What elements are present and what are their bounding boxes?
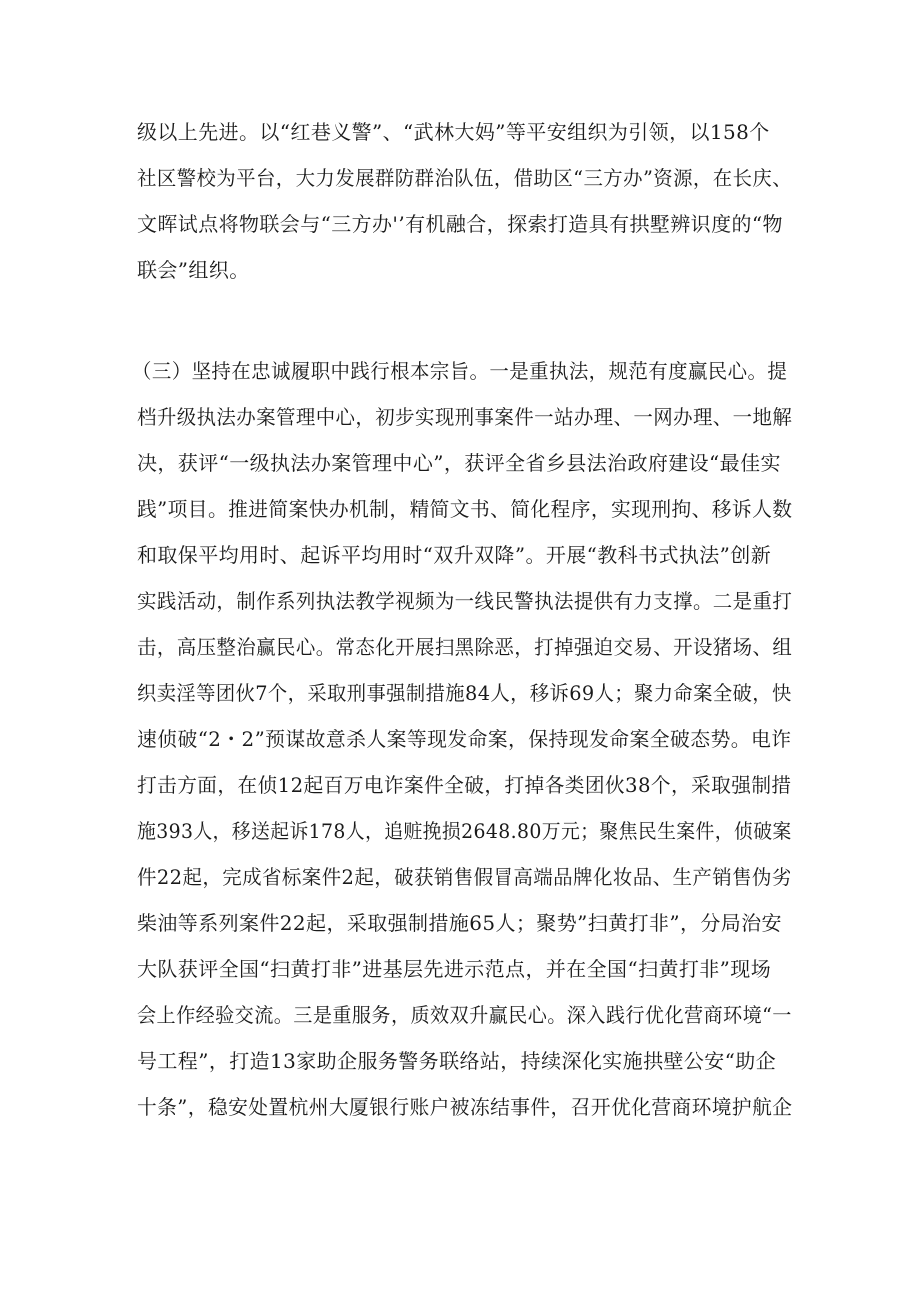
text-line: 十条”，稳安处置杭州大厦银行账户被冻结事件，召开优化营商环境护航企 [137, 1095, 793, 1119]
text-line: 柴油等系列案件22起，采取强制措施65人；聚势”扫黄打非”，分局治安 [137, 911, 782, 935]
text-line: 联会”组织。 [137, 258, 250, 282]
text-line: 打击方面，在侦12起百万电诈案件全破，打掉各类团伙38个，采取强制措 [137, 773, 792, 797]
text-line: 速侦破“2・2”预谋故意杀人案等现发命案，保持现发命案全破态势。电诈 [137, 727, 792, 751]
text-line: 档升级执法办案管理中心，初步实现刑事案件一站办理、一网办理、一地解 [137, 405, 793, 429]
text-line: 号工程”，打造13家助企服务警务联络站，持续深化实施拱壁公安“助企 [137, 1049, 777, 1073]
text-line: 实践活动，制作系列执法教学视频为一线民警执法提供有力支撑。二是重打 [137, 589, 793, 613]
text-line: 文晖试点将物联会与“三方办'’有机融合，探索打造具有拱墅辨识度的“物 [137, 212, 783, 236]
text-line: 击，高压整治赢民心。常态化开展扫黑除恶，打掉强迫交易、开设猪场、组 [137, 635, 793, 659]
text-line: 织卖淫等团伙7个，采取刑事强制措施84人，移诉69人；聚力命案全破，快 [137, 681, 792, 705]
text-line: （三）坚持在忠诚履职中践行根本宗旨。一是重执法，规范有度赢民心。提 [132, 359, 788, 383]
text-line: 级以上先进。以“红巷义警”、“武林大妈”等平安组织为引领，以158个 [137, 120, 770, 144]
text-line: 会上作经验交流。三是重服务，质效双升赢民心。深入践行优化营商环境“一 [137, 1003, 792, 1027]
text-line: 和取保平均用时、起诉平均用时“双升双降”。开展“教科书式执法”创新 [137, 543, 772, 567]
text-line: 决，获评“一级执法办案管理中心”，获评全省乡县法治政府建设“最佳实 [137, 451, 781, 475]
text-line: 施393人，移送起诉178人，追赃挽损2648.80万元；聚焦民生案件，侦破案 [137, 819, 792, 843]
text-line: 件22起，完成省标案件2起，破获销售假冒高端品牌化妆品、生产销售伪劣 [137, 865, 792, 889]
text-line: 践”项目。推进简案快办机制，精简文书、简化程序，实现刑拘、移诉人数 [137, 497, 793, 521]
text-line: 社区警校为平台，大力发展群防群治队伍，借助区“三方办”资源，在长庆、 [137, 166, 793, 190]
text-line: 大队获评全国“扫黄打非”进基层先进示范点，并在全国“扫黄打非”现场 [137, 957, 772, 981]
